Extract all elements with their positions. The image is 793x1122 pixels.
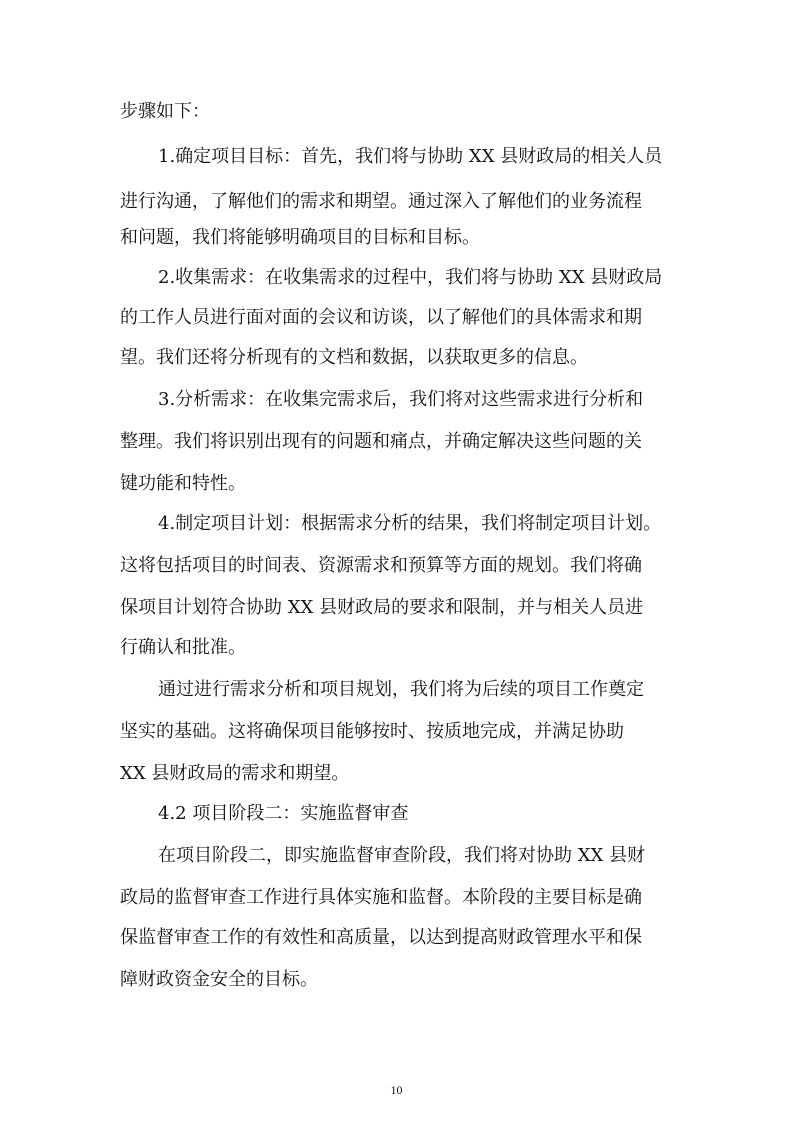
step4-line-1: 4.制定项目计划：根据需求分析的结果，我们将制定项目计划。 [158, 513, 662, 534]
step4-line-3: 保项目计划符合协助 XX 县财政局的要求和限制，并与相关人员进 [120, 597, 644, 618]
phase2-line-1: 在项目阶段二，即实施监督审查阶段，我们将对协助 XX 县财 [158, 845, 646, 866]
summary-line-3: XX 县财政局的需求和期望。 [120, 763, 350, 784]
step3-line-1: 3.分析需求：在收集完需求后，我们将对这些需求进行分析和 [158, 389, 644, 410]
summary-line-2: 坚实的基础。这将确保项目能够按时、按质地完成，并满足协助 [120, 721, 624, 742]
phase2-line-3: 保监督审查工作的有效性和高质量，以达到提高财政管理水平和保 [120, 927, 642, 948]
summary-line-1: 通过进行需求分析和项目规划，我们将为后续的项目工作奠定 [158, 679, 644, 700]
intro-line: 步骤如下： [120, 101, 210, 122]
step1-line-1: 1.确定项目目标：首先，我们将与协助 XX 县财政局的相关人员 [158, 146, 663, 167]
step4-line-2: 这将包括项目的时间表、资源需求和预算等方面的规划。我们将确 [120, 555, 642, 576]
section-heading: 4.2 项目阶段二：实施监督审查 [158, 803, 409, 824]
step3-line-2: 整理。我们将识别出现有的问题和痛点，并确定解决这些问题的关 [120, 431, 642, 452]
phase2-line-4: 障财政资金安全的目标。 [120, 969, 318, 990]
step2-line-3: 望。我们还将分析现有的文档和数据，以获取更多的信息。 [120, 347, 588, 368]
step2-line-1: 2.收集需求：在收集需求的过程中，我们将与协助 XX 县财政局 [158, 267, 663, 288]
step4-line-4: 行确认和批准。 [120, 637, 246, 658]
phase2-line-2: 政局的监督审查工作进行具体实施和监督。本阶段的主要目标是确 [120, 887, 642, 908]
step2-line-2: 的工作人员进行面对面的会议和访谈，以了解他们的具体需求和期 [120, 307, 642, 328]
page-number: 10 [390, 1083, 403, 1097]
step1-line-3: 和问题，我们将能够明确项目的目标和目标。 [120, 227, 480, 248]
step1-line-2: 进行沟通，了解他们的需求和期望。通过深入了解他们的业务流程 [120, 191, 642, 212]
step3-line-3: 键功能和特性。 [120, 473, 246, 494]
